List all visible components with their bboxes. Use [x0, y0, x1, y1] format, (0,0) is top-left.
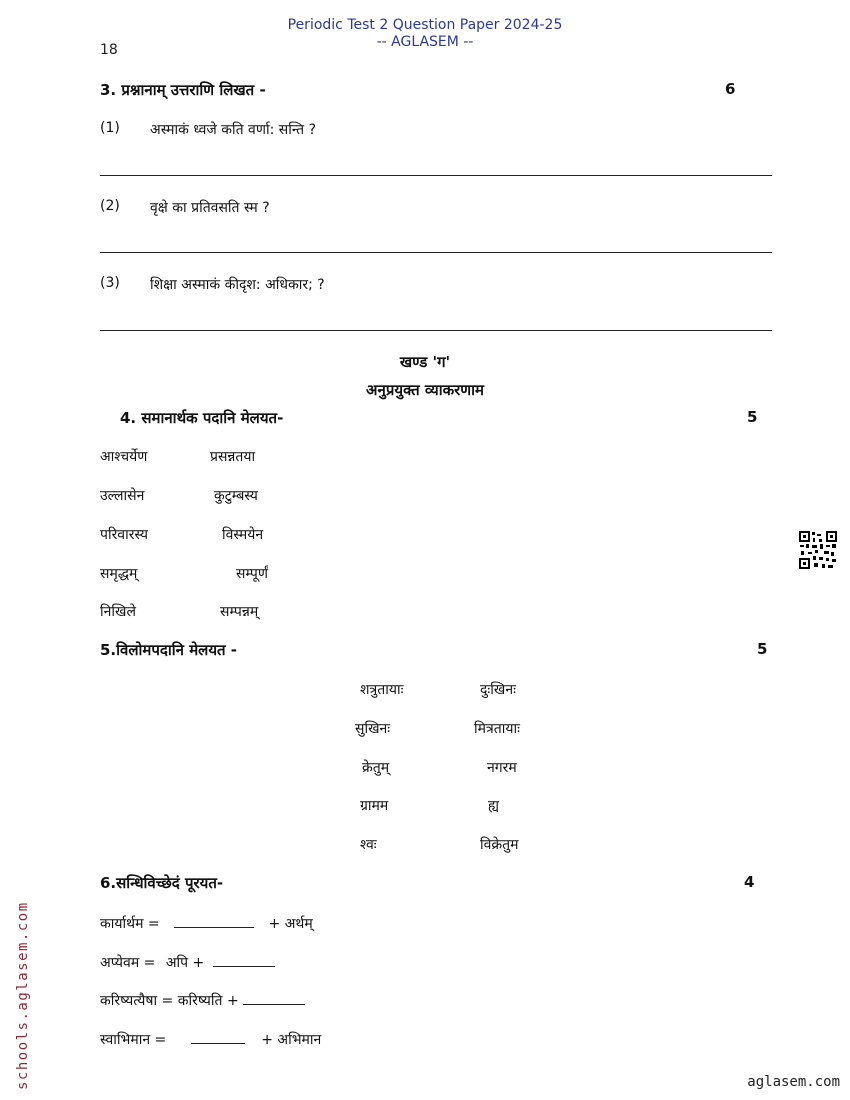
q4-right-word: सम्पन्नम् [220, 604, 259, 620]
q6-title: 6.सन्धिविच्छेदं पूरयत- [100, 874, 224, 892]
q6-item-2-rhs: अपि + [165, 955, 205, 971]
paper-title: Periodic Test 2 Question Paper 2024-25 [287, 17, 563, 33]
q5-left-word: ग्रामम [360, 798, 389, 814]
page-number: 18 [100, 42, 118, 58]
q4-marks: 5 [747, 408, 758, 426]
q4-right-word: प्रसन्नतया [210, 449, 256, 465]
q6-item-3 [100, 990, 305, 1010]
fill-blank[interactable] [174, 913, 254, 928]
q4-title: 4. समानार्थक पदानि मेलयत- [120, 409, 284, 427]
q6-item-3-lhs: करिष्यत्यैषा = करिष्यति + [100, 993, 239, 1009]
q5-right-word: ह्य [488, 798, 500, 814]
q4-left-word: आश्चर्येण [100, 449, 148, 465]
q6-item-1-rhs: + अर्थम् [268, 916, 313, 932]
fill-blank[interactable] [191, 1029, 245, 1044]
side-watermark: schools.aglasem.com [15, 901, 31, 1090]
q4-left-word: निखिले [100, 604, 136, 620]
q3-item-2-number: (2) [100, 198, 120, 214]
q6-item-1 [100, 913, 313, 933]
q6-item-2 [100, 952, 275, 972]
fill-blank[interactable] [243, 990, 305, 1005]
q4-left-word: उल्लासेन [100, 488, 145, 504]
qr-code-icon [798, 530, 838, 570]
q5-left-word: श्वः [360, 837, 377, 853]
q5-left-word: क्रेतुम् [362, 760, 390, 776]
q3-item-1-text: अस्माकं ध्वजे कति वर्णा: सन्ति ? [150, 122, 316, 138]
q3-marks: 6 [725, 80, 736, 98]
q4-right-word: कुटुम्बस्य [214, 488, 258, 504]
q6-item-4 [100, 1029, 321, 1049]
q3-item-3-number: (3) [100, 275, 120, 291]
q3-item-2-text: वृक्षे का प्रतिवसति स्म ? [150, 200, 270, 216]
q6-item-4-rhs: + अभिमान [261, 1032, 322, 1048]
q6-marks: 4 [744, 873, 755, 891]
q5-left-word: शत्रुतायाः [360, 682, 404, 698]
paper-source: -- AGLASEM -- [376, 34, 474, 50]
answer-line [100, 175, 772, 176]
section-subtitle: अनुप्रयुक्त व्याकरणाम [366, 381, 484, 399]
answer-line [100, 330, 772, 331]
q3-item-1-number: (1) [100, 120, 120, 136]
q5-title: 5.विलोमपदानि मेलयत - [100, 641, 238, 659]
fill-blank[interactable] [213, 952, 275, 967]
q4-right-word: सम्पूर्णं [236, 566, 269, 582]
q5-marks: 5 [757, 640, 768, 658]
footer-site: aglasem.com [747, 1074, 840, 1090]
q6-item-1-lhs: कार्यार्थम = [100, 916, 160, 932]
section-heading: खण्ड 'ग' [399, 353, 451, 371]
answer-line [100, 252, 772, 253]
q5-right-word: नगरम [487, 760, 517, 776]
q5-left-word: सुखिनः [355, 721, 391, 737]
q5-right-word: विक्रेतुम [480, 837, 519, 853]
q5-right-word: मित्रतायाः [474, 721, 520, 737]
q4-right-word: विस्मयेन [222, 527, 264, 543]
q3-title: 3. प्रश्नानाम् उत्तराणि लिखत - [100, 81, 266, 99]
q4-left-word: परिवारस्य [100, 527, 149, 543]
q5-right-word: दुःखिनः [480, 682, 516, 698]
q3-item-3-text: शिक्षा अस्माकं कीदृश: अधिकार; ? [150, 277, 325, 293]
q6-item-2-lhs: अप्येवम = [100, 955, 156, 971]
q4-left-word: समृद्धम् [100, 566, 138, 582]
q6-item-4-lhs: स्वाभिमान = [100, 1032, 167, 1048]
